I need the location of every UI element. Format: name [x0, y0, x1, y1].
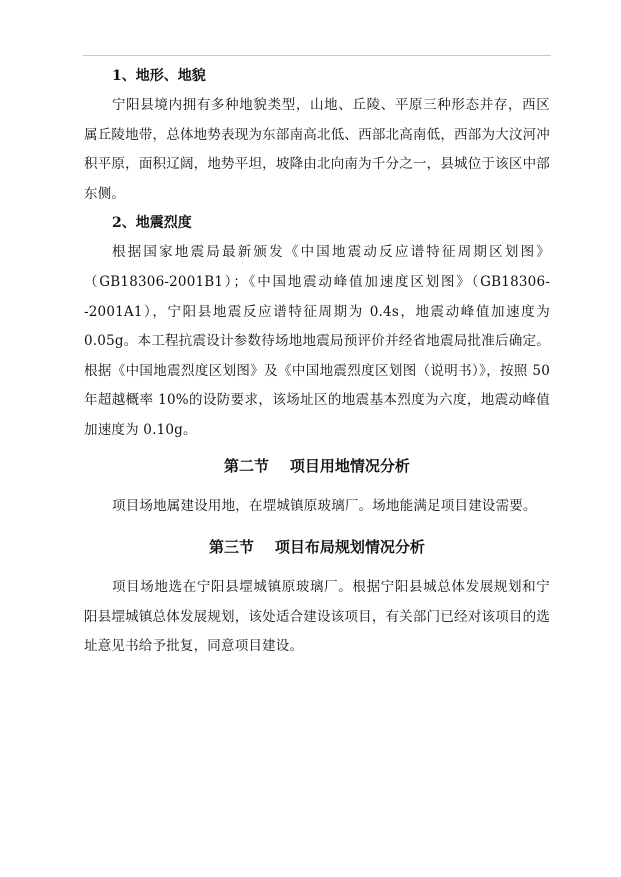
document-content: [84, 62, 550, 662]
land-use-paragraph: 项目场地属建设用地，在堽城镇原玻璃厂。场地能满足项目建设需要。: [112, 497, 537, 514]
terrain-paragraph: 宁阳县境内拥有多种地貌类型，山地、丘陵、平原三种形态并存，西区属丘陵地带，总体地势表现为东部南高北低、西部北高南低，西部为大汶河冲积平原，面积辽阔，地势平坦，坡降由北向南为千分之一，县城位于该区中部东侧。: [84, 97, 550, 202]
header-rule: [83, 55, 551, 56]
seismic-paragraph: 根据国家地震局最新颁发《中国地震动反应谱特征周期区划图》（GB18306-2001B1）；《中国地震动峰值加速度区划图》（GB18306--2001A1），宁阳县地震反应谱特征周期为 0.4s，地震动峰值加速度为 0.05g。本工程抗震设计参数待场地地震局预评价并经省地震局批准后确定。根据《中国地震烈度区划图》及《中国地震烈度区划图（说明书）》，按照 50 年超越概率 10%的设防要求，该场址区的地震基本烈度为六度，地震动峰值加速度为 0.10g。: [84, 244, 550, 438]
section-3-title: 第三节 项目布局规划情况分析: [209, 538, 425, 557]
terrain-heading: 1、地形、地貌: [112, 68, 206, 84]
seismic-heading: 2、地震烈度: [112, 215, 192, 232]
section-2-title: 第二节 项目用地情况分析: [224, 456, 410, 475]
layout-paragraph: 项目场地选在宁阳县堽城镇原玻璃厂。根据宁阳县城总体发展规划和宁阳县堽城镇总体发展规划，该处适合建设该项目，有关部门已经对该项目的选址意见书给予批复，同意项目建设。: [84, 579, 550, 655]
